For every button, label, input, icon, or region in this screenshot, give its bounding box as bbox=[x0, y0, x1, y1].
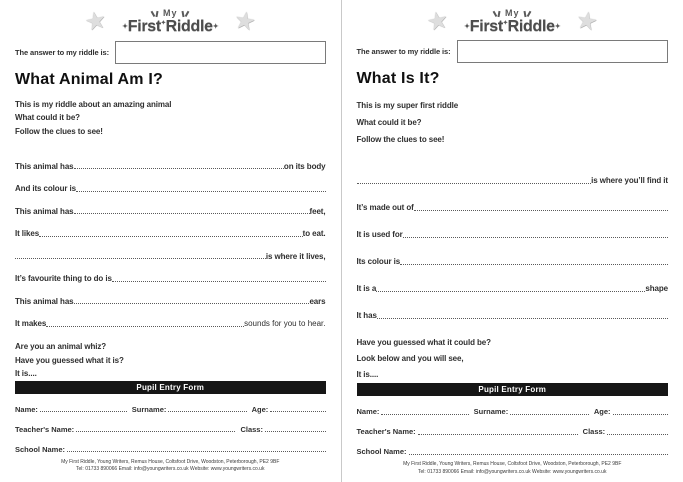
entry-form-header: Pupil Entry Form bbox=[15, 381, 326, 394]
outro-line: It is.... bbox=[15, 369, 37, 378]
intro-block bbox=[15, 98, 326, 139]
clue-line bbox=[15, 319, 326, 328]
age-label: Age: bbox=[593, 407, 611, 416]
logo-my-row bbox=[464, 9, 560, 18]
class-label: Class: bbox=[582, 427, 606, 436]
clue-line bbox=[15, 207, 326, 216]
surname-label: Surname: bbox=[131, 404, 167, 414]
answer-label: The answer to my riddle is: bbox=[15, 47, 109, 57]
write-line bbox=[403, 237, 668, 238]
answer-row bbox=[15, 41, 326, 64]
outro-line: Look below and you will see, bbox=[356, 354, 464, 363]
clue-line bbox=[357, 176, 669, 185]
clue-text: is where it lives, bbox=[265, 251, 326, 261]
logo-my-row bbox=[122, 9, 218, 18]
entry-form-header: Pupil Entry Form bbox=[357, 383, 669, 396]
answer-label: The answer to my riddle is: bbox=[356, 47, 451, 56]
answer-input-box[interactable] bbox=[115, 41, 326, 64]
clue-text: It has bbox=[356, 311, 377, 320]
clue-text: It’s favourite thing to do is bbox=[15, 274, 112, 283]
tiny-star-icon: ✦ bbox=[554, 23, 561, 31]
clue-text: This animal has bbox=[15, 296, 74, 306]
write-line bbox=[74, 168, 284, 169]
star-icon: ★ bbox=[574, 6, 601, 37]
clue-list bbox=[15, 148, 326, 328]
brand-logo bbox=[15, 6, 326, 38]
logo-text bbox=[464, 9, 560, 35]
entry-form-section bbox=[357, 383, 669, 482]
entry-row-teacher bbox=[15, 425, 326, 434]
sparkle-icon bbox=[181, 10, 189, 18]
answer-input-box[interactable] bbox=[457, 40, 669, 63]
footer-address: My First Riddle, Young Writers, Remus House, Coltsfoot Drive, Woodston, Peterborough, PE2 9BF bbox=[61, 458, 280, 465]
entry-row-school bbox=[357, 447, 669, 456]
clue-text: sounds for you to hear. bbox=[244, 319, 326, 328]
clue-text: is where you’ll find it bbox=[591, 176, 668, 185]
clue-text: It makes bbox=[15, 319, 47, 328]
clue-text: Its colour is bbox=[356, 257, 401, 266]
class-field bbox=[583, 427, 668, 436]
write-line bbox=[76, 431, 235, 432]
write-line bbox=[607, 434, 668, 435]
sparkle-icon bbox=[523, 10, 531, 18]
tiny-star-icon: ✦ bbox=[160, 20, 166, 27]
clue-line bbox=[15, 252, 326, 261]
logo-text bbox=[122, 9, 218, 35]
teacher-field bbox=[357, 427, 578, 436]
write-line bbox=[409, 454, 668, 455]
tiny-star-icon: ✦ bbox=[212, 23, 219, 31]
tiny-star-icon: ✦ bbox=[502, 20, 508, 27]
publisher-footer bbox=[357, 461, 669, 477]
outro-line: It is.... bbox=[356, 370, 379, 379]
logo-main-row bbox=[122, 19, 218, 35]
logo-my: My bbox=[504, 8, 520, 18]
write-line bbox=[265, 431, 326, 432]
clue-text: It likes bbox=[15, 229, 40, 238]
write-line bbox=[74, 213, 310, 214]
name-field bbox=[357, 407, 469, 416]
clue-line bbox=[357, 311, 669, 320]
star-icon: ★ bbox=[232, 6, 259, 37]
surname-field bbox=[474, 407, 589, 416]
entry-row-school bbox=[15, 445, 326, 454]
write-line bbox=[67, 451, 325, 452]
school-field bbox=[15, 445, 326, 454]
clue-text: to eat. bbox=[302, 229, 326, 238]
clue-line bbox=[357, 284, 669, 293]
clue-text: This animal has bbox=[15, 161, 74, 171]
clue-text: It’s made out of bbox=[356, 203, 414, 212]
write-line bbox=[357, 183, 592, 184]
tiny-star-icon: ✦ bbox=[122, 23, 128, 31]
write-line bbox=[613, 414, 668, 415]
write-line bbox=[400, 264, 668, 265]
star-icon: ★ bbox=[81, 6, 109, 38]
write-line bbox=[381, 414, 468, 415]
logo-first: First bbox=[469, 18, 503, 35]
intro-line: This is my super first riddle bbox=[356, 101, 459, 110]
write-line bbox=[510, 414, 589, 415]
footer-address: My First Riddle, Young Writers, Remus House, Coltsfoot Drive, Woodston, Peterborough, PE2 9BF bbox=[403, 461, 622, 467]
write-line bbox=[377, 318, 668, 319]
logo-riddle: Riddle bbox=[507, 18, 555, 35]
teacher-label: Teacher's Name: bbox=[15, 424, 75, 434]
footer-contact: Tel: 01733 890066 Email: info@youngwriters.co.uk Website: www.youngwriters.co.uk bbox=[76, 466, 265, 473]
footer-contact: Tel: 01733 890066 Email: info@youngwriters.co.uk Website: www.youngwriters.co.uk bbox=[418, 468, 607, 475]
outro-block bbox=[15, 340, 326, 381]
tiny-star-icon: ✦ bbox=[464, 23, 470, 31]
entry-form-section bbox=[15, 381, 326, 482]
intro-block bbox=[357, 97, 669, 148]
outro-block bbox=[357, 335, 669, 383]
write-line bbox=[270, 411, 325, 412]
write-line bbox=[414, 210, 668, 211]
publisher-footer bbox=[15, 459, 326, 475]
age-field bbox=[594, 407, 668, 416]
teacher-label: Teacher's Name: bbox=[356, 427, 416, 436]
outro-line: Have you guessed what it is? bbox=[15, 355, 124, 365]
clue-text: This animal has bbox=[15, 206, 74, 216]
school-label: School Name: bbox=[15, 444, 66, 454]
clue-text: shape bbox=[645, 284, 668, 293]
intro-line: Follow the clues to see! bbox=[15, 126, 103, 136]
name-label: Name: bbox=[356, 407, 380, 416]
clue-line bbox=[357, 203, 669, 212]
entry-row-name bbox=[15, 405, 326, 414]
page-title: What Is It? bbox=[356, 70, 440, 87]
intro-line: What could it be? bbox=[15, 113, 80, 122]
write-line bbox=[15, 258, 266, 259]
clue-text: It is used for bbox=[356, 230, 403, 239]
clue-text: ears bbox=[309, 296, 326, 306]
brand-logo bbox=[357, 6, 669, 37]
page-what-is-it bbox=[342, 0, 683, 482]
age-field bbox=[252, 405, 326, 414]
surname-label: Surname: bbox=[473, 407, 509, 416]
class-label: Class: bbox=[240, 424, 263, 434]
logo-my: My bbox=[162, 8, 178, 19]
name-label: Name: bbox=[15, 404, 38, 414]
logo-riddle: Riddle bbox=[165, 18, 213, 36]
star-icon: ★ bbox=[423, 6, 451, 37]
clue-line bbox=[15, 297, 326, 306]
surname-field bbox=[132, 405, 247, 414]
teacher-field bbox=[15, 425, 235, 434]
write-line bbox=[168, 411, 246, 412]
answer-row bbox=[357, 40, 669, 63]
outro-line: Have you guessed what it could be? bbox=[356, 338, 491, 347]
write-line bbox=[376, 291, 645, 292]
clue-text: And its colour is bbox=[15, 184, 76, 193]
name-field bbox=[15, 405, 127, 414]
clue-line bbox=[15, 229, 326, 238]
school-field bbox=[357, 447, 669, 456]
sparkle-icon bbox=[493, 10, 501, 18]
school-label: School Name: bbox=[356, 447, 407, 456]
clue-line bbox=[357, 257, 669, 266]
logo-first: First bbox=[127, 18, 161, 36]
intro-line: Follow the clues to see! bbox=[356, 135, 445, 144]
clue-line bbox=[357, 230, 669, 239]
write-line bbox=[74, 303, 310, 304]
clue-line bbox=[15, 184, 326, 193]
clue-list bbox=[357, 158, 669, 320]
clue-text: on its body bbox=[283, 161, 326, 171]
outro-line: Are you an animal whiz? bbox=[15, 342, 107, 351]
age-label: Age: bbox=[251, 404, 269, 414]
write-line bbox=[46, 326, 244, 327]
page-title: What Animal Am I? bbox=[15, 70, 163, 88]
class-field bbox=[240, 425, 325, 434]
write-line bbox=[39, 236, 303, 237]
write-line bbox=[76, 191, 326, 192]
sparkle-icon bbox=[151, 10, 159, 18]
intro-line: What could it be? bbox=[356, 118, 422, 127]
clue-line bbox=[15, 274, 326, 283]
clue-text: It is a bbox=[356, 284, 377, 293]
clue-line bbox=[15, 162, 326, 171]
write-line bbox=[112, 281, 326, 282]
write-line bbox=[40, 411, 127, 412]
clue-text: feet, bbox=[309, 206, 326, 216]
logo-main-row bbox=[464, 19, 560, 35]
write-line bbox=[418, 434, 578, 435]
entry-row-teacher bbox=[357, 427, 669, 436]
entry-row-name bbox=[357, 407, 669, 416]
intro-line: This is my riddle about an amazing animal bbox=[15, 99, 172, 109]
